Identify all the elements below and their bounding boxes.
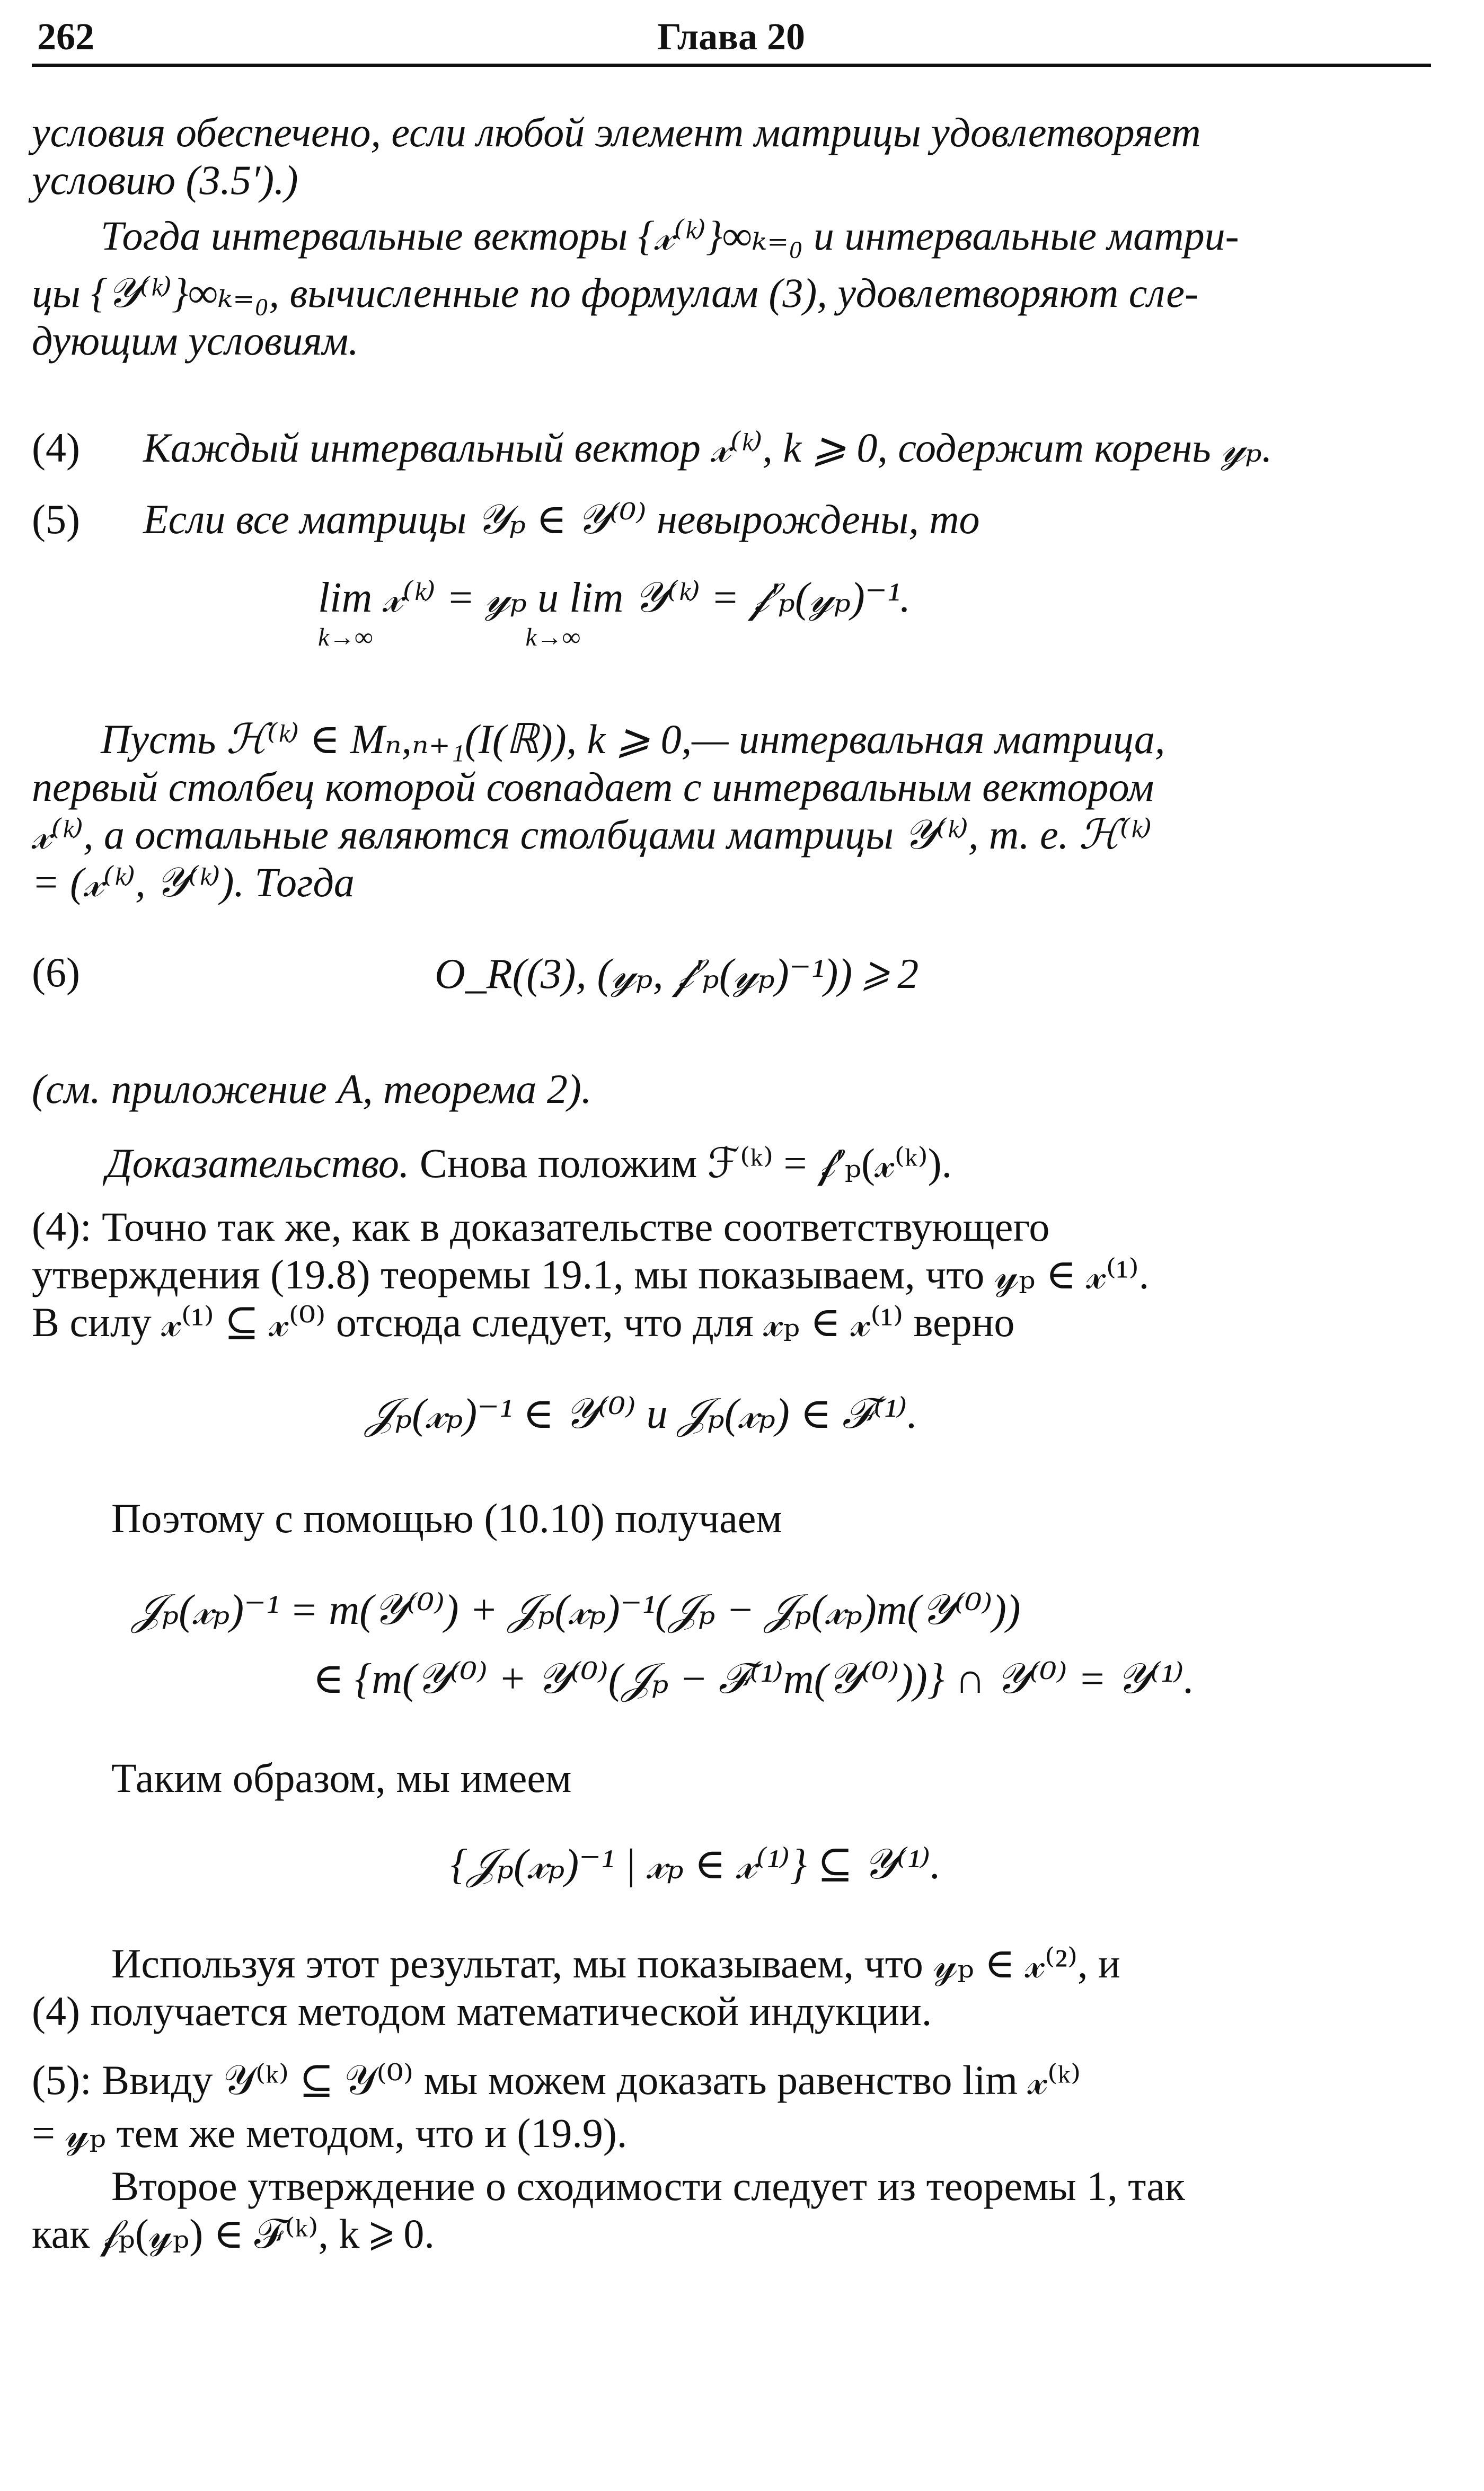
text-line: В силу 𝓍⁽¹⁾ ⊆ 𝓍⁽⁰⁾ отсюда следует, что для 𝓍ₚ ∈ 𝓍⁽¹⁾ верно	[32, 1299, 1015, 1345]
text-line: Поэтому с помощью (10.10) получаем	[111, 1495, 782, 1541]
item-6-label: (6)	[32, 949, 80, 995]
paragraph-theorem-statement	[32, 212, 1431, 365]
formula-inclusions: 𝒥ₚ(𝓍ₚ)⁻¹ ∈ 𝒴⁽⁰⁾ и 𝒥ₚ(𝓍ₚ) ∈ ℱ⁽¹⁾.	[366, 1391, 918, 1437]
page-number: 262	[37, 15, 94, 58]
proof-start	[106, 1140, 952, 1188]
page-header	[32, 11, 1431, 67]
proof-text: Снова положим ℱ⁽ᵏ⁾ = 𝒻′ₚ(𝓍⁽ᵏ⁾).	[409, 1140, 952, 1186]
formula-limits: lim 𝓍⁽ᵏ⁾ = 𝓎ₚ и lim 𝒴⁽ᵏ⁾ = 𝒻′ₚ(𝓎ₚ)⁻¹.	[318, 575, 911, 621]
appendix-reference: (см. приложение А, теорема 2).	[32, 1066, 592, 1112]
text-line: Таким образом, мы имеем	[111, 1755, 572, 1801]
formula-derivation-line-1: 𝒥ₚ(𝓍ₚ)⁻¹ = m(𝒴⁽⁰⁾) + 𝒥ₚ(𝓍ₚ)⁻¹(𝒥ₚ − 𝒥ₚ(𝓍ₚ)m(𝒴⁽⁰⁾))	[132, 1587, 1021, 1633]
item-4-text: Каждый интервальный вектор 𝓍⁽ᵏ⁾, k ⩾ 0, содержит корень 𝓎ₚ.	[143, 425, 1273, 471]
text-line: = (𝓍⁽ᵏ⁾, 𝒴⁽ᵏ⁾). Тогда	[32, 859, 355, 905]
proof-label: Доказательство.	[106, 1140, 410, 1186]
text-line: дующим условиям.	[32, 317, 359, 364]
text-line: (5): Ввиду 𝒴⁽ᵏ⁾ ⊆ 𝒴⁽⁰⁾ мы можем доказать равенство lim 𝓍⁽ᵏ⁾	[32, 2057, 1081, 2103]
text-line: Тогда интервальные векторы {𝓍⁽ᵏ⁾}∞ₖ₌₀ и интервальные матри-	[101, 213, 1239, 259]
paragraph-condition-end	[32, 109, 1431, 204]
paragraph-convergence	[32, 2162, 1431, 2258]
text-line: = 𝓎ₚ тем же методом, что и (19.9).	[32, 2110, 628, 2156]
paragraph-matrix-definition	[32, 716, 1431, 906]
paragraph-proof-4	[32, 1203, 1431, 1346]
paragraph-proof-5	[32, 2056, 1431, 2157]
item-5-label: (5)	[32, 496, 80, 542]
formula-order: O_R((3), (𝓎ₚ, 𝒻′ₚ(𝓎ₚ)⁻¹)) ⩾ 2	[435, 951, 919, 997]
text-line: первый столбец которой совпадает с интервальным вектором	[32, 764, 1154, 810]
formula-derivation-line-2: ∈ {m(𝒴⁽⁰⁾ + 𝒴⁽⁰⁾(𝒥ₚ − ℱ⁽¹⁾m(𝒴⁽⁰⁾))} ∩ 𝒴⁽⁰⁾ = 𝒴⁽¹⁾.	[313, 1656, 1195, 1702]
text-line: как 𝒻ₚ(𝓎ₚ) ∈ ℱ⁽ᵏ⁾, k ⩾ 0.	[32, 2211, 435, 2257]
text-line: Используя этот результат, мы показываем, что 𝓎ₚ ∈ 𝓍⁽²⁾, и	[111, 1940, 1120, 1986]
item-4-label: (4)	[32, 425, 80, 471]
paragraph-induction	[32, 1940, 1431, 2035]
text-line: (4): Точно так же, как в доказательстве соответствующего	[32, 1204, 1050, 1250]
formula-limits-subscripts: k→∞ k→∞	[318, 623, 581, 651]
text-line: утверждения (19.8) теоремы 19.1, мы показываем, что 𝓎ₚ ∈ 𝓍⁽¹⁾.	[32, 1251, 1150, 1297]
text-line: цы {𝒴⁽ᵏ⁾}∞ₖ₌₀, вычисленные по формулам (3), удовлетворяют сле-	[32, 270, 1198, 316]
item-5-text: Если все матрицы 𝒴ₚ ∈ 𝒴⁽⁰⁾ невырождены, то	[143, 496, 980, 542]
text-line: условию (3.5′).)	[32, 157, 298, 203]
text-line: условия обеспечено, если любой элемент матрицы удовлетворяет	[32, 109, 1201, 155]
text-line: (4) получается методом математической индукции.	[32, 1988, 932, 2034]
formula-set-inclusion: {𝒥ₚ(𝓍ₚ)⁻¹ | 𝓍ₚ ∈ 𝓍⁽¹⁾} ⊆ 𝒴⁽¹⁾.	[450, 1841, 941, 1888]
text-line: Второе утверждение о сходимости следует из теоремы 1, так	[111, 2163, 1185, 2209]
chapter-title: Глава 20	[657, 15, 805, 58]
text-line: Пусть ℋ⁽ᵏ⁾ ∈ Mₙ,ₙ₊₁(I(ℝ)), k ⩾ 0,— интервальная матрица,	[101, 716, 1165, 762]
text-line: 𝓍⁽ᵏ⁾, а остальные являются столбцами матрицы 𝒴⁽ᵏ⁾, т. е. ℋ⁽ᵏ⁾	[32, 811, 1152, 858]
